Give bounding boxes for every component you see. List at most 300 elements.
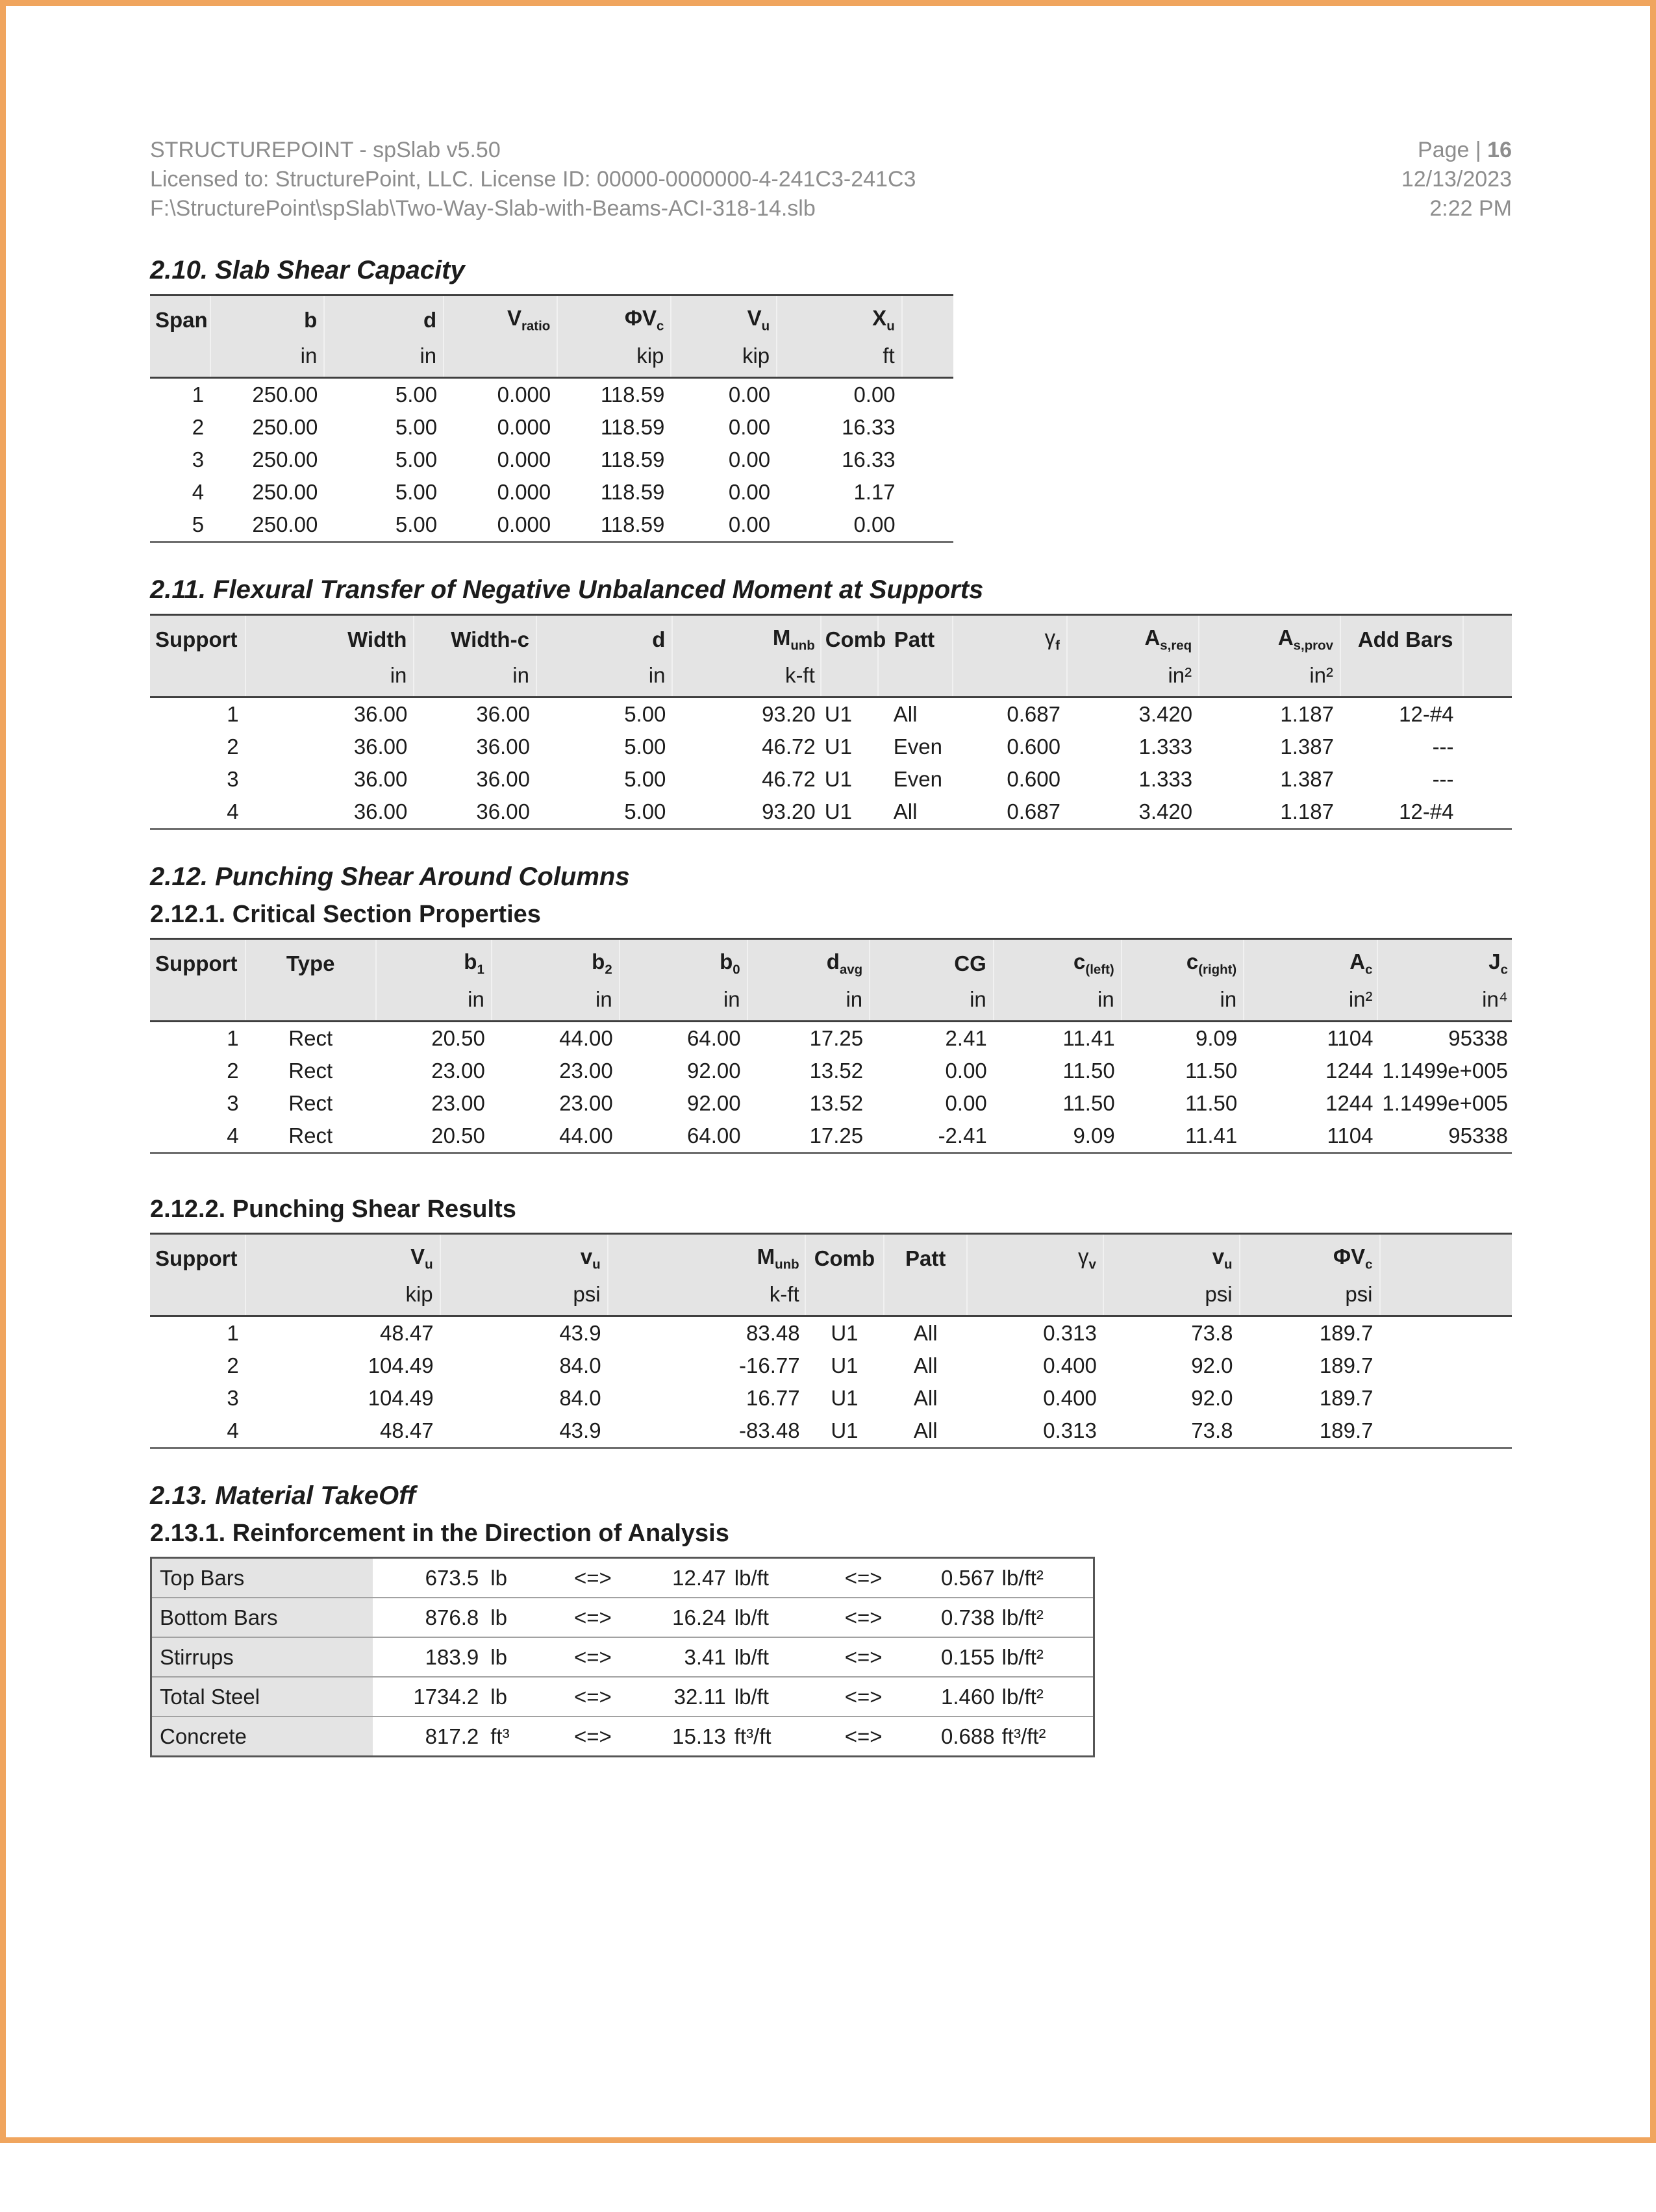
table-cell: 5.00 (395, 415, 438, 439)
table-cell: 3.420 (1067, 796, 1199, 829)
table-row (150, 509, 953, 542)
table-row (150, 796, 1512, 829)
table-cell: 0.400 (1043, 1386, 1097, 1410)
column-unit: psi (1240, 1278, 1380, 1316)
section-title-2-10: 2.10. Slab Shear Capacity (150, 256, 465, 284)
column-unit: psi (440, 1278, 608, 1316)
table-cell: 189.7 (1319, 1321, 1374, 1345)
column-unit (150, 1278, 245, 1316)
column-header: $\Phi V_c$ (1240, 1234, 1380, 1279)
column-header: Support (150, 1234, 245, 1279)
table-cell: 118.59 (600, 383, 665, 407)
column-unit (444, 340, 557, 378)
section-title-2-13: 2.13. Material TakeOff (150, 1481, 416, 1510)
table-row (150, 1022, 1512, 1055)
table-cell: <=> (562, 1558, 623, 1598)
table-cell: 23.00 (559, 1059, 613, 1083)
table-cell: All (913, 1321, 938, 1345)
column-unit (878, 659, 953, 698)
table-cell: 1244 (1325, 1059, 1374, 1083)
table-cell: 2 (227, 1059, 239, 1083)
column-header: $J_c$ (1377, 939, 1512, 984)
column-header: $X_u$ (777, 295, 902, 340)
table-row (151, 1598, 1094, 1637)
column-unit: in² (1067, 659, 1199, 698)
table-cell: 5 (150, 509, 210, 542)
table-cell: 0.00 (728, 480, 771, 504)
table-cell: <=> (844, 1724, 883, 1748)
column-unit: in (324, 340, 444, 378)
table-cell: <=> (834, 1637, 892, 1677)
table-cell: 11.50 (1062, 1091, 1115, 1115)
column-header: Patt (878, 615, 953, 660)
table-cell: 36.00 (414, 796, 536, 829)
column-unit: in² (1199, 659, 1340, 698)
table-cell: 36.00 (476, 702, 530, 726)
table-cell: 0.000 (497, 480, 551, 504)
table-cell: lb/ft² (998, 1558, 1094, 1598)
table-cell: 92.00 (687, 1091, 741, 1115)
table-cell: 0.00 (945, 1091, 987, 1115)
table-cell: 0.600 (1007, 735, 1060, 759)
table-cell: 250.00 (252, 415, 318, 439)
table-cell: 1104 (1327, 1026, 1374, 1050)
table-cell: U1 (824, 702, 852, 726)
table-cell: 0.600 (1007, 767, 1060, 791)
table-cell: <=> (562, 1677, 623, 1716)
table-cell: All (913, 1353, 938, 1377)
section-title-2-11: 2.11. Flexural Transfer of Negative Unbalanced Moment at Supports (150, 575, 984, 604)
table-cell: <=> (834, 1558, 892, 1598)
page-content (6, 6, 1650, 2212)
table-cell (902, 476, 954, 509)
column-unit (150, 659, 245, 698)
section-title-2-12-1: 2.12.1. Critical Section Properties (150, 901, 541, 928)
table-cell: All (884, 1414, 967, 1448)
table-cell: 1.387 (1280, 735, 1334, 759)
column-unit: in (245, 659, 414, 698)
table-cell: 95338 (1377, 1120, 1512, 1153)
table-cell: <=> (573, 1724, 612, 1748)
table-cell: Even (893, 767, 942, 791)
column-unit (821, 659, 878, 698)
table-cell: lb (482, 1637, 562, 1677)
table-row (150, 1414, 1512, 1448)
column-header: d (536, 615, 672, 660)
app-version-line: STRUCTUREPOINT - spSlab v5.50 (150, 138, 501, 162)
table-cell (1380, 1382, 1512, 1414)
table-row (150, 411, 953, 444)
table-cell: 17.25 (809, 1026, 864, 1050)
table-cell: U1 (831, 1321, 859, 1345)
section-title-2-12-2: 2.12.2. Punching Shear Results (150, 1196, 516, 1223)
table-cell: 36.00 (353, 767, 408, 791)
column-unit (967, 1278, 1103, 1316)
table-cell: 15.13 (672, 1724, 726, 1748)
column-header: Comb (821, 615, 878, 660)
table-cell (902, 444, 954, 476)
table-cell: 73.8 (1103, 1414, 1240, 1448)
table-cell: -16.77 (739, 1353, 800, 1377)
table-cell: 23.00 (431, 1091, 485, 1115)
table-cell: Stirrups (151, 1637, 373, 1677)
table-cell: 1734.2 (373, 1677, 482, 1716)
column-header: $\gamma_v$ (967, 1234, 1103, 1279)
table-cell: lb/ft² (998, 1598, 1094, 1637)
table-cell: 13.52 (809, 1059, 864, 1083)
table-cell: <=> (562, 1598, 623, 1637)
table-row (150, 1087, 1512, 1120)
column-header: $d_{avg}$ (747, 939, 870, 984)
column-unit (1340, 659, 1463, 698)
column-header: $V_u$ (245, 1234, 440, 1279)
column-header: $A_{s,prov}$ (1199, 615, 1340, 660)
column-unit (805, 1278, 884, 1316)
table-cell: 0.400 (1043, 1353, 1097, 1377)
column-unit (150, 340, 210, 378)
table-cell: 12.47 (623, 1558, 729, 1598)
table-cell: U1 (831, 1353, 859, 1377)
blank-area (150, 1757, 1512, 2212)
table-cell: ft³/ft (734, 1724, 772, 1748)
table-cell: All (893, 702, 918, 726)
column-unit: in (870, 983, 994, 1022)
table-cell: 1.187 (1199, 796, 1340, 829)
table-cell: 0.688 (941, 1724, 995, 1748)
table-cell: 3.420 (1138, 702, 1193, 726)
table-cell: 2 (192, 415, 205, 439)
table-cell: 118.59 (557, 509, 671, 542)
table-cell: 3 (227, 1386, 239, 1410)
table-row (150, 763, 1512, 796)
table-cell: --- (1432, 767, 1454, 791)
table-cell: 5.00 (536, 796, 672, 829)
page-label: Page | (1418, 138, 1488, 162)
column-unit: ft (777, 340, 902, 378)
table-cell: U1 (824, 735, 852, 759)
table-cell: lb/ft (729, 1558, 835, 1598)
table-cell: 5.00 (624, 735, 666, 759)
column-unit: in (747, 983, 870, 1022)
column-header: $b_2$ (492, 939, 620, 984)
column-unit (902, 340, 954, 378)
table-cell: 1 (227, 1026, 239, 1050)
column-header (1380, 1234, 1512, 1279)
table-cell: lb (482, 1677, 562, 1716)
column-unit: kip (245, 1278, 440, 1316)
page-header (150, 136, 1512, 223)
table-cell: 1 (227, 702, 239, 726)
table-cell: 0.687 (1007, 702, 1060, 726)
table-cell: <=> (834, 1598, 892, 1637)
critical-section-properties-table (150, 938, 1512, 1154)
table-cell: U1 (824, 767, 852, 791)
table-cell: <=> (834, 1677, 892, 1716)
table-cell: 104.49 (368, 1353, 434, 1377)
table-cell: U1 (821, 796, 878, 829)
table-cell: 13.52 (809, 1091, 864, 1115)
column-unit (245, 983, 376, 1022)
page-header-left (150, 136, 916, 223)
table-cell: 73.8 (1191, 1321, 1233, 1345)
table-cell: 17.25 (747, 1120, 870, 1153)
table-cell (902, 411, 954, 444)
table-cell: 189.7 (1319, 1386, 1374, 1410)
page-number-line (1401, 136, 1512, 165)
table-cell: 32.11 (623, 1677, 729, 1716)
table-cell: 118.59 (600, 447, 665, 471)
table-cell: 46.72 (762, 735, 816, 759)
column-header: $A_c$ (1244, 939, 1377, 984)
table-cell: 44.00 (559, 1026, 613, 1050)
table-cell: 16.24 (623, 1598, 729, 1637)
table-cell (1380, 1316, 1512, 1350)
table-cell: 189.7 (1240, 1414, 1380, 1448)
table-cell: 36.00 (476, 735, 530, 759)
table-cell: 64.00 (620, 1120, 747, 1153)
table-cell: 0.00 (671, 509, 777, 542)
table-cell: 1.187 (1280, 702, 1334, 726)
column-header: $b_0$ (620, 939, 747, 984)
section-title-2-13-1: 2.13.1. Reinforcement in the Direction of Analysis (150, 1520, 729, 1547)
column-unit (953, 659, 1067, 698)
column-unit: in (210, 340, 324, 378)
table-cell: 3 (227, 767, 239, 791)
table-cell: 0.738 (892, 1598, 998, 1637)
column-header: $v_u$ (1103, 1234, 1240, 1279)
table-cell: 189.7 (1319, 1353, 1374, 1377)
table-cell: U1 (805, 1414, 884, 1448)
table-cell: 23.00 (431, 1059, 485, 1083)
table-cell: 183.9 (373, 1637, 482, 1677)
column-header: $c_{(left)}$ (994, 939, 1122, 984)
table-cell: 2 (227, 1353, 239, 1377)
table-cell: 1244 (1325, 1091, 1374, 1115)
table-cell: 3 (192, 447, 205, 471)
table-cell: 250.00 (252, 447, 318, 471)
table-cell: Rect (288, 1026, 333, 1050)
page-number: 16 (1487, 138, 1512, 162)
column-header: CG (870, 939, 994, 984)
table-row (151, 1716, 1094, 1757)
column-unit: k-ft (608, 1278, 805, 1316)
table-cell: 46.72 (762, 767, 816, 791)
table-cell: 4 (150, 796, 245, 829)
table-row (150, 698, 1512, 731)
table-cell: 817.2 (425, 1724, 479, 1748)
table-cell: 2 (227, 735, 239, 759)
table-cell: Even (893, 735, 942, 759)
table-cell (902, 378, 954, 412)
table-cell: 0.567 (892, 1558, 998, 1598)
table-cell: Total Steel (151, 1677, 373, 1716)
table-cell: 4 (150, 1120, 245, 1153)
column-header: Patt (884, 1234, 967, 1279)
table-cell: All (913, 1386, 938, 1410)
table-cell: 0.155 (892, 1637, 998, 1677)
table-cell: All (878, 796, 953, 829)
table-cell: 1.387 (1280, 767, 1334, 791)
table-row (151, 1558, 1094, 1598)
column-header (1463, 615, 1512, 660)
table-cell (1463, 698, 1512, 731)
table-cell (902, 509, 954, 542)
license-line: Licensed to: StructurePoint, LLC. License ID: 00000-0000000-4-241C3-241C3 (150, 167, 916, 192)
table-cell: 36.00 (476, 767, 530, 791)
table-cell: 5.00 (395, 447, 438, 471)
table-cell: 36.00 (245, 796, 414, 829)
table-cell: 43.9 (559, 1321, 601, 1345)
column-unit: in (492, 983, 620, 1022)
table-cell: 1.333 (1138, 735, 1193, 759)
table-cell: 48.47 (380, 1321, 434, 1345)
table-cell: Rect (245, 1120, 376, 1153)
column-header: $b_1$ (376, 939, 492, 984)
table-cell (1380, 1350, 1512, 1382)
column-unit: k-ft (672, 659, 820, 698)
column-header: $M_{unb}$ (672, 615, 820, 660)
table-cell: --- (1432, 735, 1454, 759)
table-cell: 92.0 (1191, 1353, 1233, 1377)
table-cell: 11.50 (1185, 1091, 1238, 1115)
table-cell: 0.000 (497, 447, 551, 471)
table-cell: 12-#4 (1340, 796, 1463, 829)
time-line: 2:22 PM (1429, 196, 1512, 221)
table-cell: Bottom Bars (151, 1598, 373, 1637)
table-row (150, 444, 953, 476)
table-cell: lb (482, 1558, 562, 1598)
table-cell: 3 (227, 1091, 239, 1115)
column-unit: in (1122, 983, 1244, 1022)
table-cell: 20.50 (376, 1120, 492, 1153)
table-cell: 16.77 (746, 1386, 800, 1410)
table-cell: 4 (192, 480, 205, 504)
table-cell: lb/ft (729, 1598, 835, 1637)
table-cell: 3.41 (623, 1637, 729, 1677)
column-header: $V_{ratio}$ (444, 295, 557, 340)
column-header: Type (245, 939, 376, 984)
table-cell: 9.09 (1195, 1026, 1238, 1050)
table-cell: 92.0 (1191, 1386, 1233, 1410)
table-cell: 5.00 (395, 383, 438, 407)
column-header: Add Bars (1340, 615, 1463, 660)
table-cell: 84.0 (559, 1353, 601, 1377)
column-unit (150, 983, 245, 1022)
column-unit: in (376, 983, 492, 1022)
table-cell: 11.41 (1062, 1026, 1115, 1050)
column-header: $\Phi V_c$ (557, 295, 671, 340)
column-header: Comb (805, 1234, 884, 1279)
table-row (150, 476, 953, 509)
column-header: Span (150, 295, 210, 340)
column-header: $A_{s,req}$ (1067, 615, 1199, 660)
table-cell: 250.00 (252, 383, 318, 407)
table-cell: 92.00 (687, 1059, 741, 1083)
table-cell: 48.47 (245, 1414, 440, 1448)
table-cell: 0.313 (1043, 1321, 1097, 1345)
table-cell: 1.17 (853, 480, 896, 504)
table-cell: 1.333 (1138, 767, 1193, 791)
table-row (151, 1677, 1094, 1716)
table-row (150, 1120, 1512, 1153)
table-cell: 64.00 (687, 1026, 741, 1050)
table-cell: 0.00 (728, 447, 771, 471)
section-title-2-12: 2.12. Punching Shear Around Columns (150, 862, 630, 891)
table-cell: 12-#4 (1399, 702, 1454, 726)
table-cell (1463, 731, 1512, 763)
column-unit: kip (671, 340, 777, 378)
table-cell: 83.48 (746, 1321, 800, 1345)
slab-shear-capacity-table (150, 294, 953, 543)
table-cell (1380, 1414, 1512, 1448)
column-unit: in⁴ (1377, 983, 1512, 1022)
table-cell: 0.00 (945, 1059, 987, 1083)
flexural-transfer-table (150, 614, 1512, 830)
table-cell: 2.41 (945, 1026, 987, 1050)
table-cell: 1 (227, 1321, 239, 1345)
punching-shear-results-table (150, 1233, 1512, 1449)
table-cell: 16.33 (842, 415, 896, 439)
table-cell: 1.460 (892, 1677, 998, 1716)
table-cell (1463, 796, 1512, 829)
column-unit (884, 1278, 967, 1316)
table-cell: 11.50 (1185, 1059, 1238, 1083)
table-cell (1463, 763, 1512, 796)
table-cell: 250.00 (252, 480, 318, 504)
table-cell: 0.000 (444, 509, 557, 542)
table-cell: 93.20 (672, 796, 820, 829)
table-cell: 0.00 (728, 383, 771, 407)
table-row (150, 1382, 1512, 1414)
column-unit (1463, 659, 1512, 698)
table-cell: 23.00 (559, 1091, 613, 1115)
table-cell: 0.687 (953, 796, 1067, 829)
table-cell: 5.00 (624, 767, 666, 791)
table-cell: 43.9 (440, 1414, 608, 1448)
table-cell: lb/ft (729, 1637, 835, 1677)
column-header: Width-c (414, 615, 536, 660)
table-cell: 0.00 (777, 509, 902, 542)
column-unit (1380, 1278, 1512, 1316)
table-cell: 104.49 (368, 1386, 434, 1410)
table-cell: 93.20 (762, 702, 816, 726)
table-cell: 95338 (1448, 1026, 1508, 1050)
column-header: $v_u$ (440, 1234, 608, 1279)
table-cell: 84.0 (559, 1386, 601, 1410)
table-cell: 1104 (1244, 1120, 1377, 1153)
table-cell: 0.00 (853, 383, 896, 407)
table-cell: 0.000 (497, 383, 551, 407)
column-header: Width (245, 615, 414, 660)
table-cell: ft³ (490, 1724, 510, 1748)
table-cell: 0.00 (728, 415, 771, 439)
table-cell: Concrete (151, 1716, 373, 1757)
column-header: $M_{unb}$ (608, 1234, 805, 1279)
column-unit: in (620, 983, 747, 1022)
table-cell: Rect (288, 1091, 333, 1115)
table-cell: 4 (150, 1414, 245, 1448)
table-cell: 5.00 (395, 480, 438, 504)
column-header: $\gamma_f$ (953, 615, 1067, 660)
column-header: $c_{(right)}$ (1122, 939, 1244, 984)
column-header: Support (150, 939, 245, 984)
table-cell: 11.41 (1122, 1120, 1244, 1153)
table-cell: 5.00 (624, 702, 666, 726)
table-cell: 44.00 (492, 1120, 620, 1153)
column-unit: in² (1244, 983, 1377, 1022)
table-cell: 673.5 (373, 1558, 482, 1598)
table-cell: 0.000 (497, 415, 551, 439)
